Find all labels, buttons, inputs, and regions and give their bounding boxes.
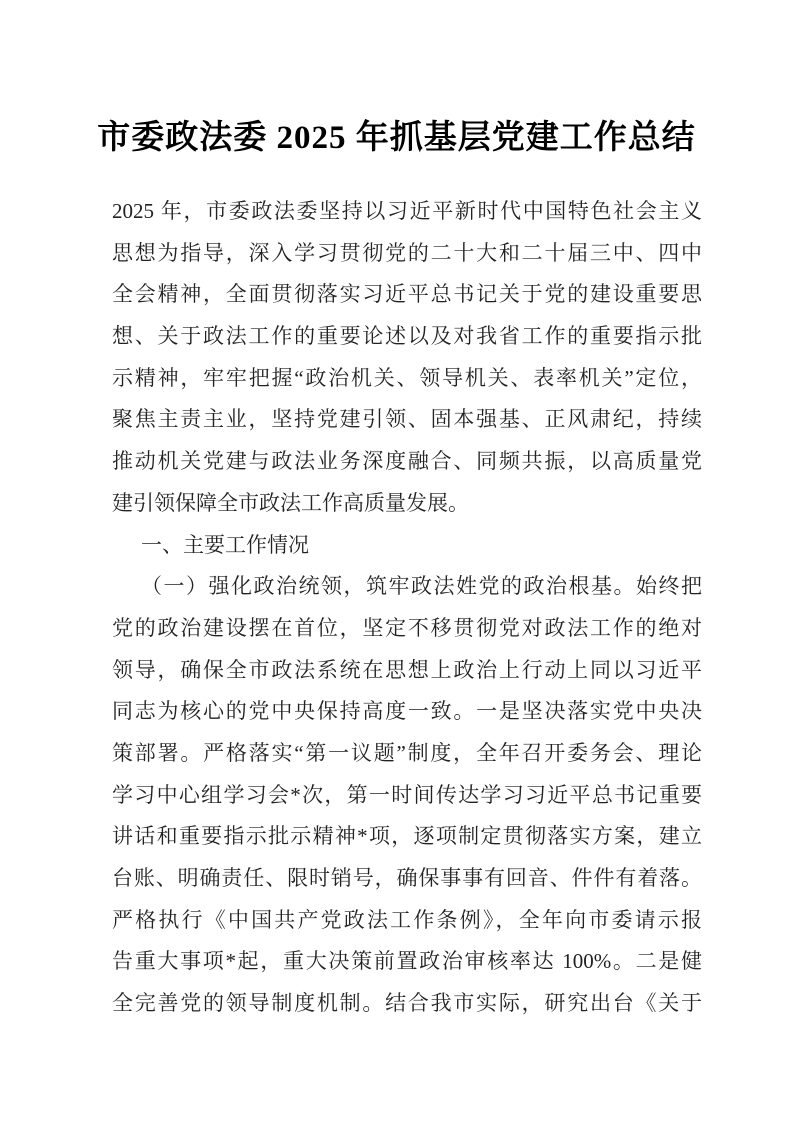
document-body (0, 191, 793, 1025)
text-line: 全完善党的领导制度机制。结合我市实际，研究出台《关于 (112, 991, 702, 1016)
text-line: 台账、明确责任、限时销号，确保事事有回音、件件有着落。 (112, 866, 702, 890)
text-line: 建引领保障全市政法工作高质量发展。 (112, 490, 469, 515)
text-line: 聚焦主责主业，坚持党建引领、固本强基、正风肃纪，持续 (112, 407, 702, 432)
text-line: 领导，确保全市政法系统在思想上政治上行动上同以习近平 (112, 657, 702, 682)
text-line: 2025 年，市委政法委坚持以习近平新时代中国特色社会主义 (112, 199, 702, 223)
text-line: 严格执行《中国共产党政法工作条例》，全年向市委请示报 (112, 907, 702, 932)
section-heading: 一、主要工作情况 (141, 532, 309, 557)
text-line: 告重大事项*起，重大决策前置政治审核率达 100%。二是健 (112, 949, 702, 974)
text-line: 学习中心组学习会*次，第一时间传达学习习近平总书记重要 (112, 782, 702, 807)
text-line: 党的政治建设摆在首位，坚定不移贯彻党对政法工作的绝对 (112, 615, 702, 640)
text-line: 策部署。严格落实“第一议题”制度，全年召开委务会、理论 (112, 740, 702, 765)
text-line: （一）强化政治统领，筑牢政法姓党的政治根基。始终把 (141, 574, 702, 599)
text-line: 思想为指导，深入学习贯彻党的二十大和二十届三中、四中 (112, 240, 702, 265)
text-line: 讲话和重要指示批示精神*项，逐项制定贯彻落实方案，建立 (112, 824, 702, 849)
text-line: 想、关于政法工作的重要论述以及对我省工作的重要指示批 (112, 324, 702, 349)
document-title: 市委政法委 2025 年抓基层党建工作总结 (97, 120, 696, 156)
text-line: 全会精神，全面贯彻落实习近平总书记关于党的建设重要思 (112, 282, 702, 307)
text-line: 推动机关党建与政法业务深度融合、同频共振，以高质量党 (112, 449, 702, 474)
text-line: 示精神，牢牢把握“政治机关、领导机关、表率机关”定位， (112, 365, 702, 390)
text-line: 同志为核心的党中央保持高度一致。一是坚决落实党中央决 (112, 699, 702, 724)
